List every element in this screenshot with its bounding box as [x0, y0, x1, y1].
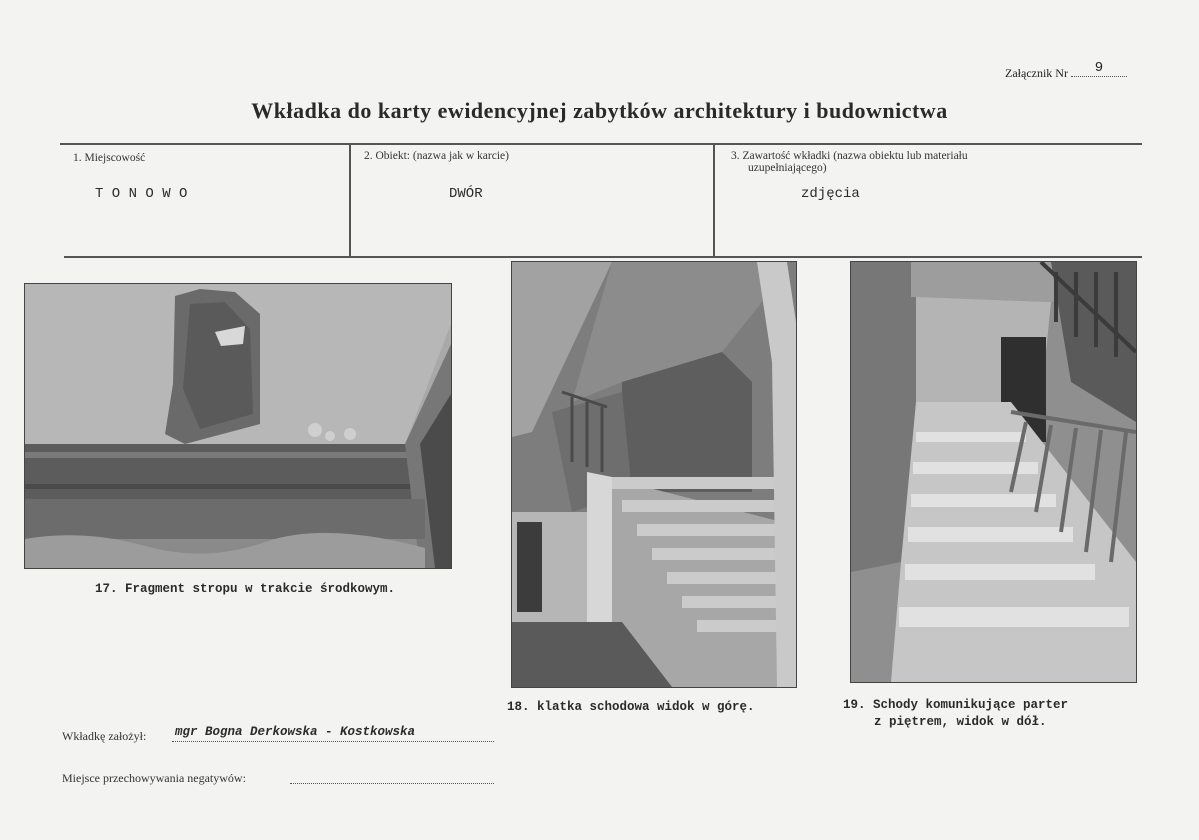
- place-value: T O N O W O: [95, 186, 188, 202]
- author-value: mgr Bogna Derkowska - Kostkowska: [175, 725, 416, 739]
- appendix-number: [1005, 60, 1127, 83]
- photo-stairs-down: [851, 262, 1136, 682]
- storage-dotted-line: [290, 782, 494, 784]
- caption-photo-19-line2: z piętrem, widok w dół.: [874, 715, 1047, 729]
- caption-photo-18: 18. klatka schodowa widok w górę.: [507, 700, 755, 714]
- place-label: 1. Miejscowość: [73, 152, 146, 164]
- author-label: Wkładkę założył:: [62, 729, 147, 743]
- photo-ceiling-fragment: [25, 284, 451, 568]
- caption-photo-19-line1: 19. Schody komunikujące parter: [843, 698, 1069, 712]
- content-value: zdjęcia: [801, 186, 860, 202]
- author-dotted-line: [172, 740, 494, 742]
- top-rule: [60, 143, 1142, 145]
- page-title: Wkładka do karty ewidencyjnej zabytków architektury i budownictwa: [251, 98, 948, 123]
- content-label-line2: uzupełniającego): [748, 162, 827, 174]
- appendix-number-value: 9: [1071, 60, 1127, 77]
- caption-photo-17: 17. Fragment stropu w trakcie środkowym.: [95, 582, 396, 596]
- appendix-label: Załącznik Nr: [1005, 66, 1068, 80]
- divider-1: [349, 145, 351, 256]
- content-label-line1: 3. Zawartość wkładki (nazwa obiektu lub materiału: [731, 150, 968, 162]
- storage-label: Miejsce przechowywania negatywów:: [62, 771, 246, 785]
- photo-stairwell-up: [512, 262, 796, 687]
- object-label: 2. Obiekt: (nazwa jak w karcie): [364, 150, 509, 162]
- object-value: DWÓR: [449, 186, 483, 202]
- divider-2: [713, 145, 715, 256]
- bottom-rule: [64, 256, 1142, 258]
